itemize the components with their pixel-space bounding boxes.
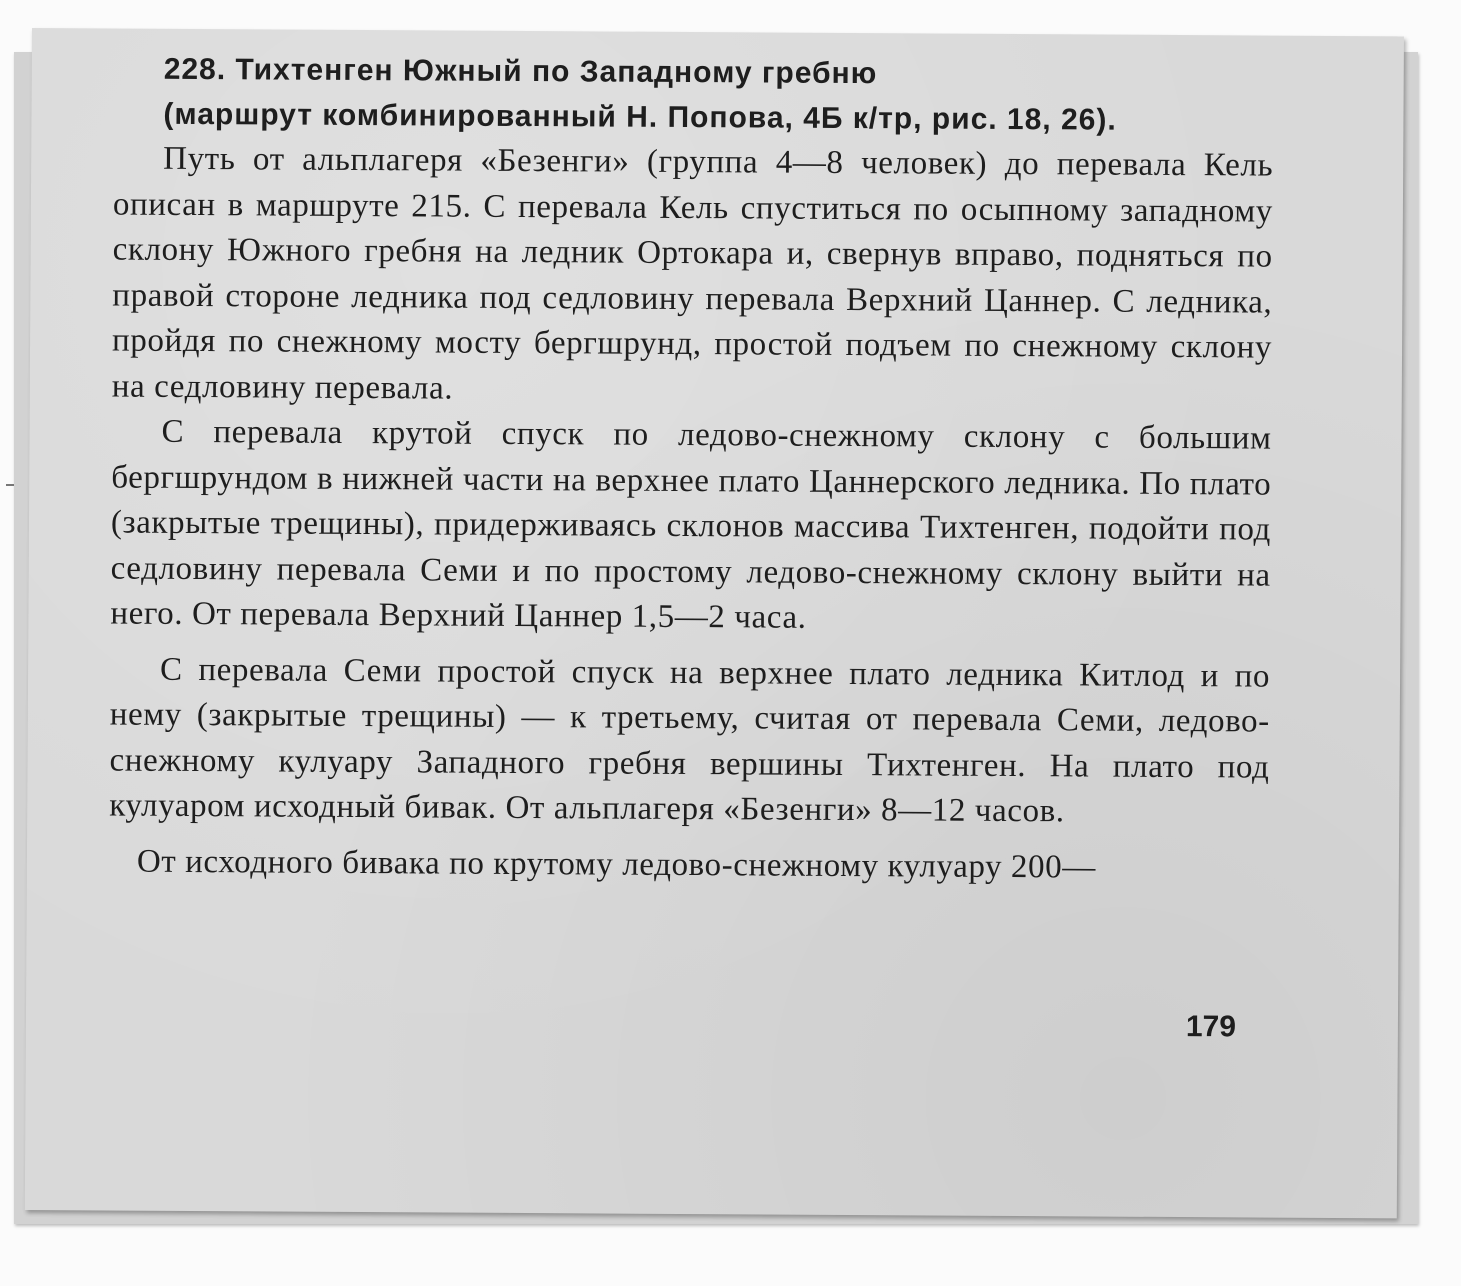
page-text: [109, 47, 1274, 892]
scan-speck: [6, 484, 14, 486]
paragraph-3: С перевала Семи простой спуск на верхнее плато ледника Китлод и по нему (закрытые трещины) — к третьему, считая от перевала Семи, ледово-снежному кулуару Западного гребня вершины Тихтенген. На плато под кулуаром исходный бивак. От альплагеря «Безенги» 8—12 часов.: [109, 651, 1271, 830]
route-heading: [113, 47, 1274, 144]
route-heading-line-2: (маршрут комбинированный Н. Попова, 4Б к/тр, рис. 18, 26).: [163, 97, 1117, 137]
paragraph-1: Путь от альплагеря «Безенги» (группа 4—8 человек) до перевала Кель описан в маршруте 215. С перевала Кель спуститься по осыпному западному склону Южного гребня на ледник Ортокара и, свернув вправо, подняться по правой стороне ледника под седловину перевала Верхний Цаннер. С ледника, пройдя по снежному мосту бергшрунд, простой подъем по снежному склону на седловину перевала.: [111, 140, 1274, 407]
page-number: 179: [1185, 1010, 1237, 1044]
paragraph-2: С перевала крутой спуск по ледово-снежному склону с большим бергшрундом в нижней части на верхнее плато Цаннерского ледника. По плато (закрытые трещины), придерживаясь склонов массива Тихтенген, подойти под седловину перевала Семи и по простому ледово-снежному склону выйти на него. От перевала Верхний Цаннер 1,5—2 часа.: [110, 413, 1272, 636]
book-page: [25, 28, 1404, 1218]
paragraph-4: От исходного бивака по крутому ледово-снежному кулуару 200—: [136, 843, 1097, 886]
route-heading-line-1: 228. Тихтенген Южный по Западному гребню: [163, 52, 878, 91]
